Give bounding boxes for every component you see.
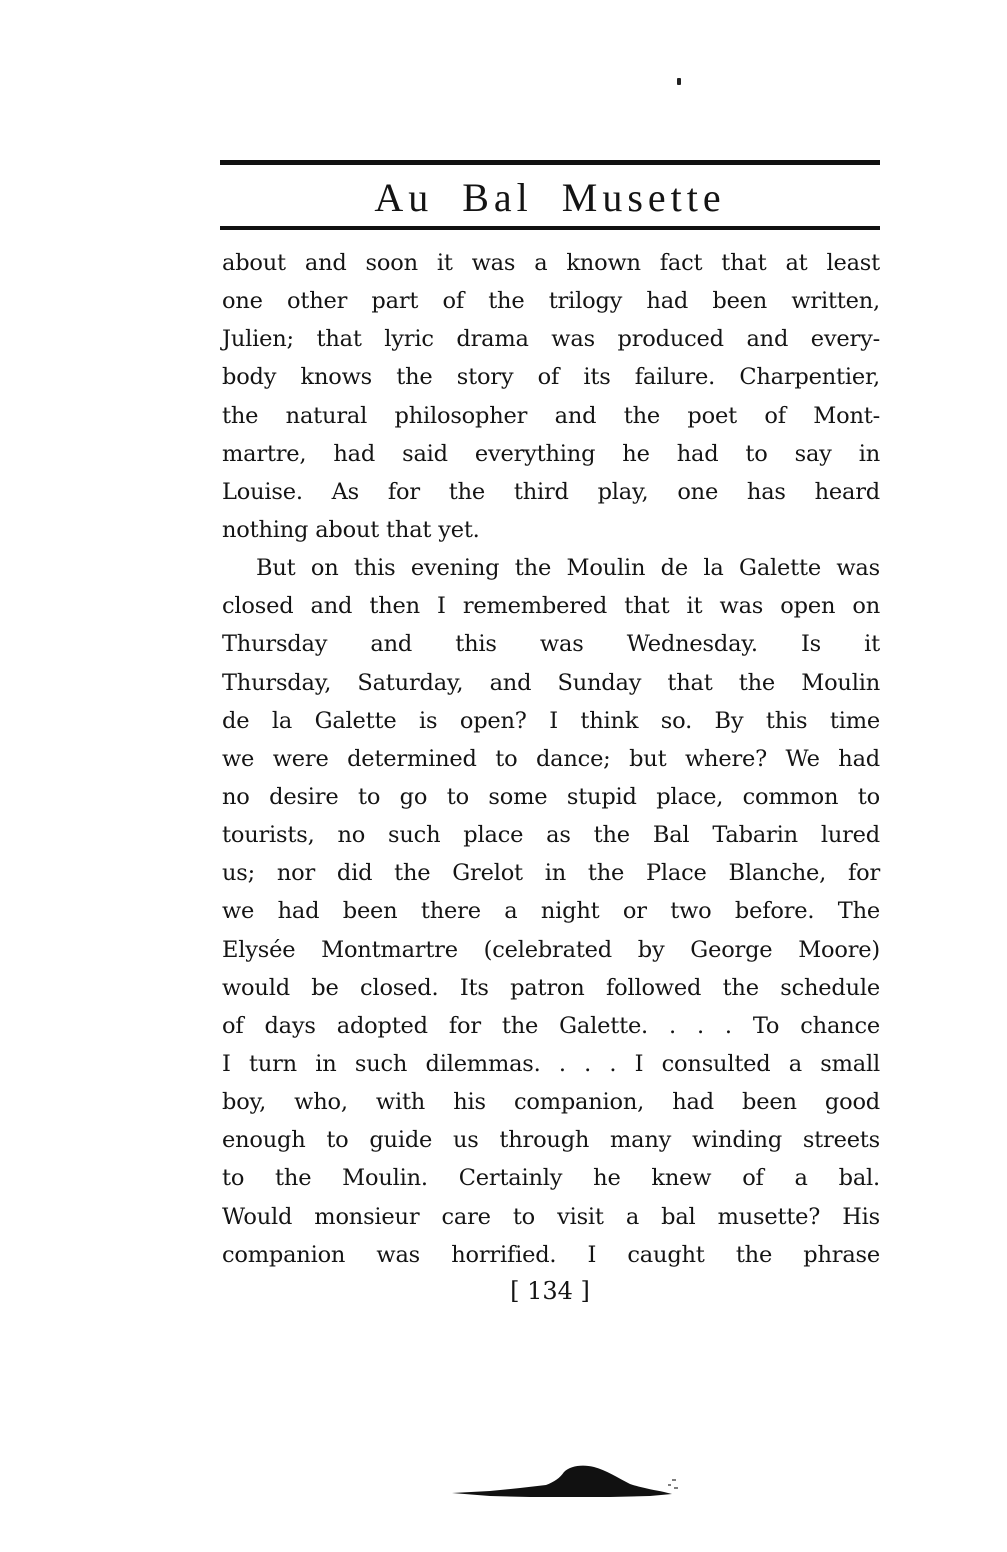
text-line: Thursday and this was Wednesday. Is it — [222, 631, 880, 658]
running-title: Au Bal Musette — [374, 175, 726, 220]
text-line: we were determined to dance; but where? We had — [222, 745, 880, 772]
text-line: Would monsieur care to visit a bal musette? His — [222, 1203, 880, 1230]
text-line: I turn in such dilemmas. . . . I consulted a small — [222, 1050, 880, 1077]
tailpiece-ornament-icon — [450, 1458, 682, 1502]
page-number: [ 134 ] — [510, 1277, 590, 1305]
text-line: companion was horrified. I caught the phrase — [222, 1241, 880, 1268]
paragraph-1 — [222, 244, 880, 549]
header-rule-top — [220, 160, 880, 165]
text-line: no desire to go to some stupid place, common to — [222, 783, 880, 810]
text-line: one other part of the trilogy had been written, — [222, 288, 880, 315]
text-line: we had been there a night or two before. The — [222, 898, 880, 925]
text-line: Elysée Montmartre (celebrated by George Moore) — [222, 936, 880, 963]
text-line: Julien; that lyric drama was produced and every- — [222, 326, 880, 353]
paragraph-2 — [222, 549, 880, 1274]
text-line: of days adopted for the Galette. . . . To chance — [222, 1012, 880, 1039]
header-rule-bottom — [220, 226, 880, 230]
text-line: martre, had said everything he had to say in — [222, 440, 880, 467]
text-line: Louise. As for the third play, one has heard — [222, 478, 880, 505]
text-line: But on this evening the Moulin de la Galette was — [256, 555, 880, 582]
text-line: us; nor did the Grelot in the Place Blanche, for — [222, 860, 880, 887]
ink-speck-mark — [677, 78, 681, 85]
text-line: boy, who, with his companion, had been good — [222, 1089, 880, 1116]
text-line: closed and then I remembered that it was open on — [222, 593, 880, 620]
text-line: body knows the story of its failure. Charpentier, — [222, 364, 880, 391]
text-line: nothing about that yet. — [222, 516, 480, 543]
text-line: enough to guide us through many winding streets — [222, 1127, 880, 1154]
text-line: Thursday, Saturday, and Sunday that the Moulin — [222, 669, 880, 696]
text-line: de la Galette is open? I think so. By this time — [222, 707, 880, 734]
text-line: would be closed. Its patron followed the schedule — [222, 974, 880, 1001]
text-line: to the Moulin. Certainly he knew of a bal. — [222, 1165, 880, 1192]
text-line: the natural philosopher and the poet of Mont- — [222, 402, 880, 429]
text-line: tourists, no such place as the Bal Tabarin lured — [222, 822, 880, 849]
page-body — [222, 244, 880, 1274]
text-line: about and soon it was a known fact that at least — [222, 250, 880, 276]
